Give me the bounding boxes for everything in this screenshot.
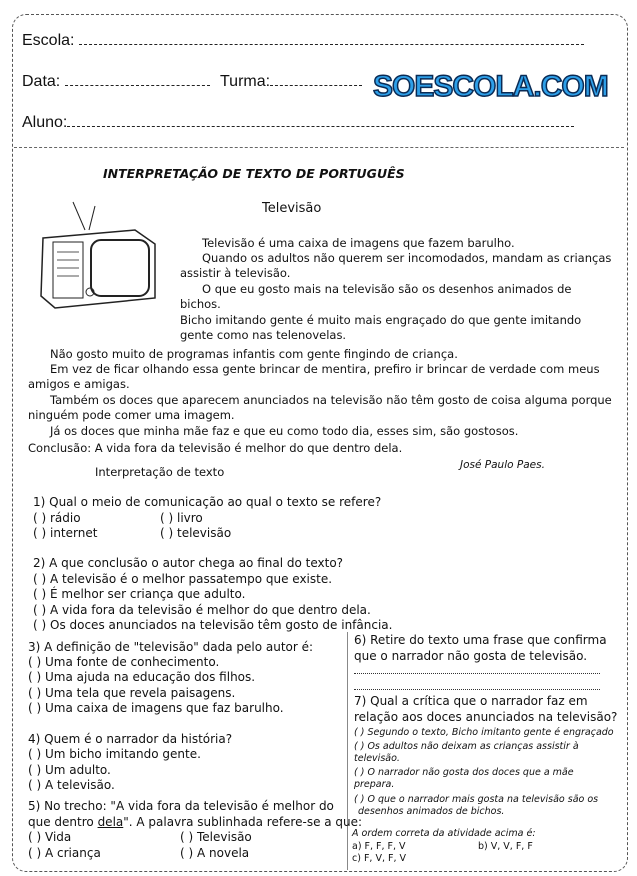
logo: SOESCOLA.COM [373, 70, 608, 103]
option[interactable]: ( ) Os adultos não deixam as crianças assistir à [354, 741, 579, 752]
paragraph: gente como nas telenovelas. [180, 328, 347, 342]
paragraph: Em vez de ficar olhando essa gente brincar de mentira, prefiro ir brincar de verdade com meus [50, 362, 600, 376]
option[interactable]: ( ) rádio [33, 511, 81, 525]
class-field[interactable] [220, 73, 362, 91]
class-label: Turma: [220, 73, 271, 90]
choice-a[interactable]: a) F, F, F, V [352, 841, 406, 852]
question-1: 1) Qual o meio de comunicação ao qual o texto se refere? [33, 495, 382, 509]
option[interactable]: ( ) Vida [28, 830, 72, 844]
order-prompt: A ordem correta da atividade acima é: [352, 828, 536, 839]
question-6-line2: que o narrador não gosta de televisão. [354, 649, 588, 663]
television-icon [35, 200, 170, 315]
question-6: 6) Retire do texto uma frase que confirma [354, 633, 607, 647]
q5-text: que dentro [28, 815, 98, 829]
paragraph: assistir à televisão. [180, 266, 291, 280]
option[interactable]: ( ) Os doces anunciados na televisão têm gosto de infância. [33, 618, 393, 632]
question-2: 2) A que conclusão o autor chega ao final do texto? [33, 556, 344, 570]
paragraph: bichos. [180, 297, 221, 311]
school-label: Escola: [22, 32, 75, 49]
option[interactable]: ( ) A televisão. [28, 778, 115, 792]
option[interactable]: ( ) Televisão [180, 830, 252, 844]
option[interactable]: ( ) Um adulto. [28, 763, 111, 777]
date-label: Data: [22, 73, 61, 90]
student-label: Aluno: [22, 114, 68, 131]
question-5-line2 [28, 815, 362, 830]
text-title: Televisão [262, 201, 322, 216]
option[interactable]: ( ) Uma fonte de conhecimento. [28, 655, 220, 669]
paragraph: Bicho imitando gente é muito mais engraçado do que gente imitando [180, 313, 582, 327]
option[interactable]: ( ) É melhor ser criança que adulto. [33, 587, 246, 601]
section-title: Interpretação de texto [95, 465, 225, 479]
option[interactable]: ( ) A criança [28, 846, 101, 860]
option[interactable]: ( ) Uma ajuda na educação dos filhos. [28, 670, 256, 684]
option[interactable]: ( ) O que o narrador mais gosta na televisão são os [354, 794, 599, 805]
paragraph: Também os doces que aparecem anunciados na televisão não têm gosto de coisa alguma porque [50, 393, 612, 407]
option-cont: desenhos animados de bichos. [358, 806, 505, 817]
paragraph: O que eu gosto mais na televisão são os desenhos animados de [202, 282, 572, 296]
header-divider [14, 147, 624, 148]
q5-text: ". A palavra sublinhada refere-se a que: [123, 815, 363, 829]
option[interactable]: ( ) internet [33, 526, 98, 540]
option[interactable]: ( ) O narrador não gosta dos doces que a mãe [354, 767, 574, 778]
option-cont: televisão. [354, 753, 400, 764]
option[interactable]: ( ) livro [160, 511, 203, 525]
column-divider [347, 632, 348, 870]
option[interactable]: ( ) Um bicho imitando gente. [28, 747, 201, 761]
question-3: 3) A definição de "televisão" dada pelo autor é: [28, 640, 314, 654]
paragraph: Quando os adultos não querem ser incomodados, mandam as crianças [202, 251, 612, 265]
option[interactable]: ( ) A televisão é o melhor passatempo que existe. [33, 572, 333, 586]
choice-c[interactable]: c) F, V, F, V [352, 853, 406, 864]
option[interactable]: ( ) Uma tela que revela paisagens. [28, 686, 236, 700]
question-5: 5) No trecho: "A vida fora da televisão é melhor do [28, 799, 334, 813]
paragraph: ninguém pode comer uma imagem. [28, 408, 235, 422]
student-field[interactable] [22, 114, 574, 132]
option[interactable]: ( ) Segundo o texto, Bicho imitanto gente é engraçado [354, 727, 614, 738]
paragraph: Conclusão: A vida fora da televisão é melhor do que dentro dela. [28, 441, 403, 455]
option[interactable]: ( ) televisão [160, 526, 232, 540]
school-field[interactable] [22, 32, 584, 50]
option[interactable]: ( ) A vida fora da televisão é melhor do que dentro dela. [33, 603, 371, 617]
underlined-word: dela [97, 815, 124, 829]
paragraph: amigos e amigas. [28, 377, 130, 391]
date-field[interactable] [22, 73, 210, 91]
answer-line[interactable] [354, 673, 600, 674]
page-title: INTERPRETAÇÃO DE TEXTO DE PORTUGUÊS [103, 166, 405, 181]
question-4: 4) Quem é o narrador da história? [28, 732, 233, 746]
paragraph: Não gosto muito de programas infantis com gente fingindo de criança. [50, 347, 458, 361]
author: José Paulo Paes. [460, 459, 545, 471]
paragraph: Televisão é uma caixa de imagens que fazem barulho. [202, 236, 515, 250]
question-7: 7) Qual a crítica que o narrador faz em [354, 694, 588, 708]
option[interactable]: ( ) Uma caixa de imagens que faz barulho. [28, 701, 284, 715]
question-7-line2: relação aos doces anunciados na televisão? [354, 710, 618, 724]
paragraph: Já os doces que minha mãe faz e que eu como todo dia, esses sim, são gostosos. [50, 424, 519, 438]
answer-line[interactable] [354, 689, 600, 690]
option-cont: prepara. [354, 779, 395, 790]
choice-b[interactable]: b) V, V, F, F [478, 841, 533, 852]
option[interactable]: ( ) A novela [180, 846, 250, 860]
